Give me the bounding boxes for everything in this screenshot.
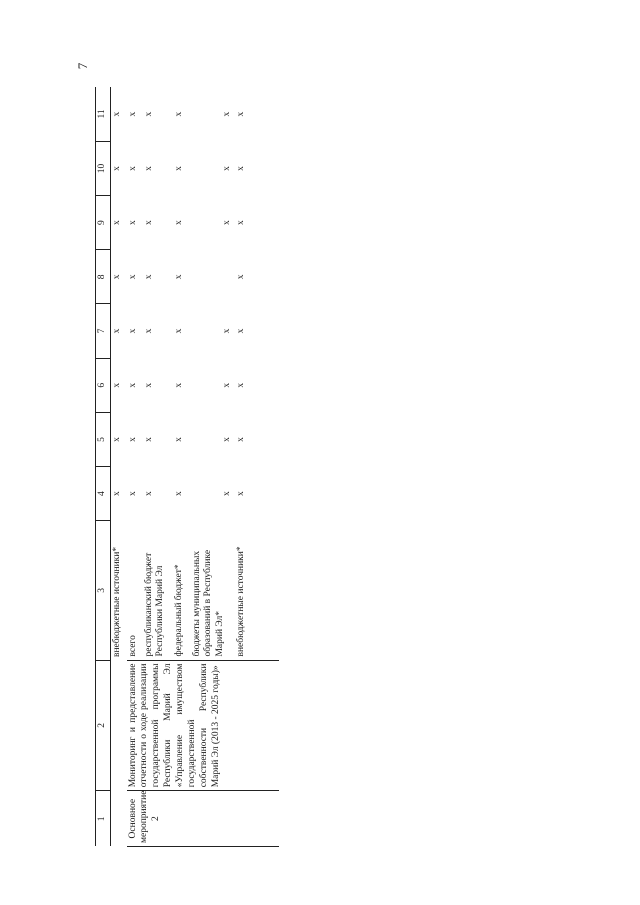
header-cell: 10 bbox=[96, 141, 111, 195]
value-cell: x bbox=[235, 491, 246, 497]
value-cell: x bbox=[173, 382, 184, 388]
value-cell: x bbox=[112, 437, 122, 442]
event-description: Мониторинг и представление отчетности о ходе реализации государственной программы Республики Марий Эл «Управление имуществом государственной собственности Республики Марий Эл (2013 - 2025 годы)» bbox=[127, 660, 279, 791]
value-cell: x bbox=[221, 111, 232, 117]
value-cell: x bbox=[235, 220, 246, 226]
value-cell: x bbox=[112, 328, 122, 334]
value-cell: x bbox=[143, 220, 154, 226]
value-cell: x bbox=[127, 382, 138, 388]
value-cell bbox=[191, 250, 235, 304]
value-cell: x bbox=[127, 328, 138, 334]
header-cell: 11 bbox=[96, 87, 111, 141]
value-cell: x bbox=[112, 111, 122, 117]
source-cell: внебюджетные источники* bbox=[112, 546, 122, 658]
header-cell: 8 bbox=[96, 250, 111, 304]
value-cell: x bbox=[235, 274, 246, 280]
value-cell: x bbox=[143, 274, 154, 280]
program-table bbox=[95, 87, 279, 847]
value-cell: x bbox=[221, 328, 232, 334]
event-code: Основное мероприятие 2 bbox=[127, 791, 279, 847]
source-cell: республиканский бюджет Республики Марий Эл bbox=[143, 521, 173, 660]
header-cell: 1 bbox=[96, 791, 111, 847]
value-cell: x bbox=[221, 491, 232, 497]
value-cell: x bbox=[112, 166, 122, 171]
value-cell: x bbox=[173, 328, 184, 334]
source-cell: внебюджетные источники* bbox=[235, 521, 279, 660]
value-cell: x bbox=[173, 274, 184, 280]
value-cell: x bbox=[143, 437, 154, 442]
value-cell: x bbox=[173, 437, 184, 442]
value-cell: x bbox=[173, 491, 184, 497]
value-cell: x bbox=[143, 111, 154, 117]
header-row bbox=[96, 87, 111, 847]
value-cell: x bbox=[127, 166, 138, 171]
header-cell: 6 bbox=[96, 358, 111, 412]
value-cell: x bbox=[235, 437, 246, 442]
value-cell: x bbox=[235, 111, 246, 117]
value-cell: x bbox=[143, 382, 154, 388]
header-cell: 4 bbox=[96, 467, 111, 521]
table-row bbox=[111, 87, 127, 847]
value-cell: x bbox=[173, 220, 184, 226]
value-cell: x bbox=[221, 220, 232, 226]
value-cell: x bbox=[127, 274, 138, 280]
value-cell: x bbox=[235, 382, 246, 388]
source-cell: всего bbox=[127, 521, 143, 660]
source-cell: бюджеты муниципальных образований в Республике Марий Эл* bbox=[191, 521, 235, 660]
header-cell: 5 bbox=[96, 412, 111, 466]
value-cell: x bbox=[235, 166, 246, 171]
value-cell: x bbox=[127, 437, 138, 442]
value-cell: x bbox=[173, 166, 184, 171]
table-row bbox=[127, 87, 143, 847]
value-cell: x bbox=[127, 220, 138, 226]
value-cell: x bbox=[127, 111, 138, 117]
value-cell: x bbox=[143, 328, 154, 334]
program-table-rotated bbox=[95, 87, 285, 847]
value-cell: x bbox=[143, 166, 154, 171]
value-cell: x bbox=[112, 274, 122, 280]
value-cell: x bbox=[112, 491, 122, 497]
header-cell: 9 bbox=[96, 196, 111, 250]
page-number: 7 bbox=[75, 62, 90, 70]
value-cell: x bbox=[127, 491, 138, 497]
header-cell: 7 bbox=[96, 304, 111, 358]
value-cell: x bbox=[221, 166, 232, 171]
header-cell: 3 bbox=[96, 521, 111, 660]
value-cell: x bbox=[173, 111, 184, 117]
value-cell: x bbox=[112, 220, 122, 226]
value-cell: x bbox=[143, 491, 154, 497]
source-cell: федеральный бюджет* bbox=[173, 521, 191, 660]
value-cell: x bbox=[112, 382, 122, 388]
header-cell: 2 bbox=[96, 660, 111, 791]
value-cell: x bbox=[221, 437, 232, 442]
value-cell: x bbox=[221, 382, 232, 388]
value-cell: x bbox=[235, 328, 246, 334]
